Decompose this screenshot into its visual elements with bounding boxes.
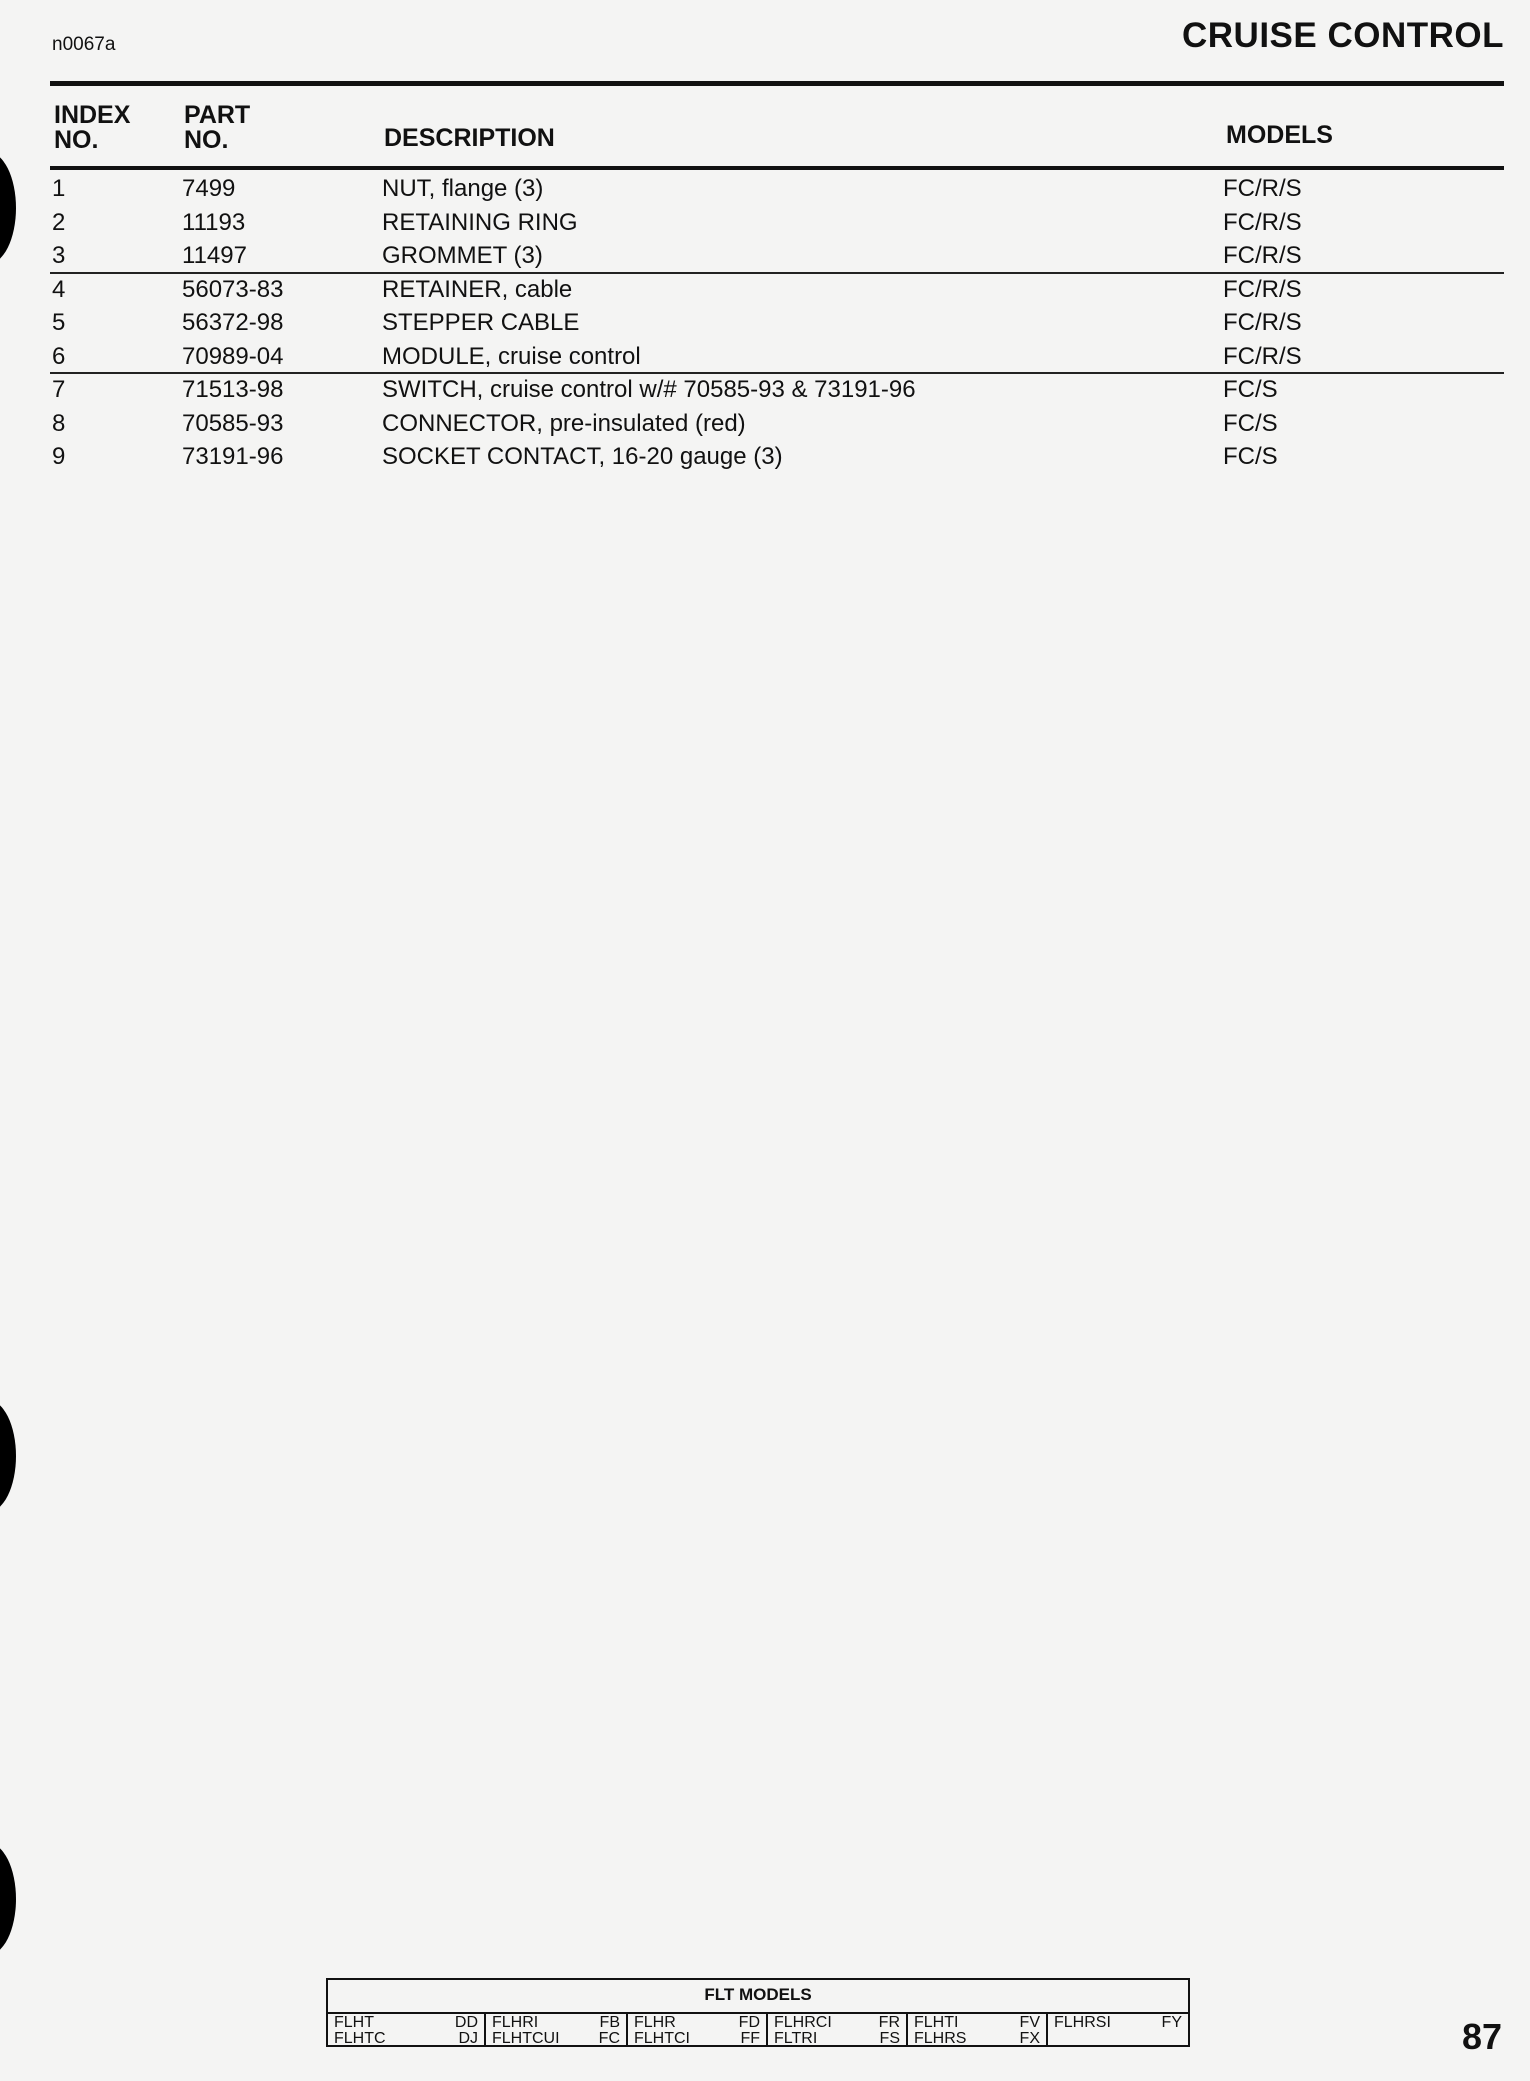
column-header-index-line1: INDEX bbox=[54, 101, 131, 129]
part-description: STEPPER CABLE bbox=[382, 309, 580, 336]
flt-models-grid bbox=[328, 2014, 1188, 2047]
part-index: 6 bbox=[52, 342, 66, 370]
binder-hole bbox=[0, 1843, 16, 1955]
flt-model-code: DJ bbox=[458, 2030, 478, 2047]
column-header-description: DESCRIPTION bbox=[384, 124, 555, 152]
flt-model-name: FLHTCUI bbox=[492, 2030, 560, 2047]
flt-model-entry bbox=[634, 2031, 760, 2047]
flt-model-name: FLHTI bbox=[914, 2014, 959, 2031]
flt-model-entry bbox=[774, 2015, 900, 2031]
part-models: FC/S bbox=[1223, 443, 1278, 470]
flt-model-cell bbox=[628, 2014, 768, 2047]
flt-models-table bbox=[326, 1978, 1190, 2047]
parts-list bbox=[0, 173, 1530, 475]
part-models: FC/R/S bbox=[1223, 275, 1302, 303]
part-models: FC/S bbox=[1223, 409, 1278, 437]
column-header-rule bbox=[50, 166, 1504, 170]
part-models: FC/S bbox=[1223, 376, 1278, 403]
part-number: 56372-98 bbox=[182, 309, 284, 336]
part-description: MODULE, cruise control bbox=[382, 342, 641, 370]
flt-model-entry bbox=[492, 2015, 620, 2031]
flt-model-code: FY bbox=[1161, 2014, 1182, 2031]
column-header-models: MODELS bbox=[1226, 121, 1333, 149]
part-row bbox=[0, 307, 1530, 341]
flt-model-code: DD bbox=[454, 2014, 478, 2031]
part-index: 4 bbox=[52, 275, 66, 303]
part-description: NUT, flange (3) bbox=[382, 175, 544, 202]
flt-model-entry bbox=[334, 2015, 478, 2031]
flt-model-name: FLTRI bbox=[774, 2030, 818, 2047]
flt-model-code: FC bbox=[598, 2030, 620, 2047]
flt-model-entry bbox=[914, 2031, 1040, 2047]
part-row bbox=[0, 374, 1530, 408]
header-rule bbox=[50, 81, 1504, 86]
column-header-index bbox=[54, 103, 130, 153]
flt-model-name: FLHR bbox=[634, 2014, 676, 2031]
part-description: SWITCH, cruise control w/# 70585-93 & 73191-96 bbox=[382, 376, 916, 403]
part-index: 5 bbox=[52, 309, 66, 336]
part-description: RETAINER, cable bbox=[382, 275, 573, 303]
flt-model-entry bbox=[914, 2015, 1040, 2031]
flt-model-name: FLHT bbox=[334, 2014, 374, 2031]
part-index: 3 bbox=[52, 242, 66, 269]
part-index: 2 bbox=[52, 208, 66, 236]
part-index: 9 bbox=[52, 443, 66, 470]
flt-model-code: FR bbox=[878, 2014, 900, 2031]
part-description: SOCKET CONTACT, 16-20 gauge (3) bbox=[382, 443, 783, 470]
flt-model-cell bbox=[908, 2014, 1048, 2047]
part-index: 7 bbox=[52, 376, 66, 403]
part-description: CONNECTOR, pre-insulated (red) bbox=[382, 409, 746, 437]
flt-model-name: FLHTC bbox=[334, 2030, 386, 2047]
part-number: 70585-93 bbox=[182, 409, 284, 437]
column-header-index-line2: NO. bbox=[54, 126, 99, 154]
part-number: 73191-96 bbox=[182, 443, 284, 470]
part-number: 7499 bbox=[182, 175, 236, 202]
part-models: FC/R/S bbox=[1223, 342, 1302, 370]
section-title: CRUISE CONTROL bbox=[1182, 16, 1504, 55]
part-models: FC/R/S bbox=[1223, 208, 1302, 236]
flt-model-code: FD bbox=[738, 2014, 760, 2031]
part-row bbox=[0, 441, 1530, 475]
flt-model-entry bbox=[1054, 2015, 1182, 2031]
part-row bbox=[0, 240, 1530, 274]
flt-model-cell bbox=[328, 2014, 486, 2047]
flt-model-code: FF bbox=[740, 2030, 760, 2047]
part-row bbox=[0, 173, 1530, 207]
flt-model-name: FLHRSI bbox=[1054, 2014, 1111, 2031]
flt-model-name: FLHTCI bbox=[634, 2030, 690, 2047]
flt-model-name: FLHRCI bbox=[774, 2014, 832, 2031]
flt-model-code: FX bbox=[1019, 2030, 1040, 2047]
flt-model-cell bbox=[486, 2014, 628, 2047]
part-description: RETAINING RING bbox=[382, 208, 578, 236]
column-header-part-line2: NO. bbox=[184, 126, 229, 154]
part-models: FC/R/S bbox=[1223, 175, 1302, 202]
flt-model-code: FV bbox=[1019, 2014, 1040, 2031]
page-number: 87 bbox=[1461, 2016, 1502, 2057]
part-models: FC/R/S bbox=[1223, 242, 1302, 269]
flt-model-cell bbox=[768, 2014, 908, 2047]
part-number: 71513-98 bbox=[182, 376, 284, 403]
part-description: GROMMET (3) bbox=[382, 242, 543, 269]
flt-model-entry bbox=[774, 2031, 900, 2047]
flt-model-name: FLHRI bbox=[492, 2014, 539, 2031]
part-index: 1 bbox=[52, 175, 66, 202]
flt-model-entry bbox=[634, 2015, 760, 2031]
part-row bbox=[0, 274, 1530, 308]
binder-hole bbox=[0, 1400, 16, 1512]
part-row bbox=[0, 408, 1530, 442]
part-number: 11193 bbox=[182, 208, 246, 236]
part-row bbox=[0, 341, 1530, 375]
part-number: 56073-83 bbox=[182, 275, 284, 303]
flt-model-code: FS bbox=[879, 2030, 900, 2047]
part-index: 8 bbox=[52, 409, 66, 437]
flt-model-entry bbox=[334, 2031, 478, 2047]
flt-model-name: FLHRS bbox=[914, 2030, 967, 2047]
column-header-part bbox=[184, 103, 250, 153]
flt-model-entry bbox=[492, 2031, 620, 2047]
flt-model-code: FB bbox=[599, 2014, 620, 2031]
flt-model-cell bbox=[1048, 2014, 1188, 2047]
part-number: 11497 bbox=[182, 242, 247, 269]
part-row bbox=[0, 207, 1530, 241]
flt-models-title: FLT MODELS bbox=[328, 1980, 1188, 2014]
part-number: 70989-04 bbox=[182, 342, 284, 370]
part-models: FC/R/S bbox=[1223, 309, 1302, 336]
column-header-part-line1: PART bbox=[184, 101, 251, 129]
figure-code: n0067a bbox=[52, 34, 116, 55]
